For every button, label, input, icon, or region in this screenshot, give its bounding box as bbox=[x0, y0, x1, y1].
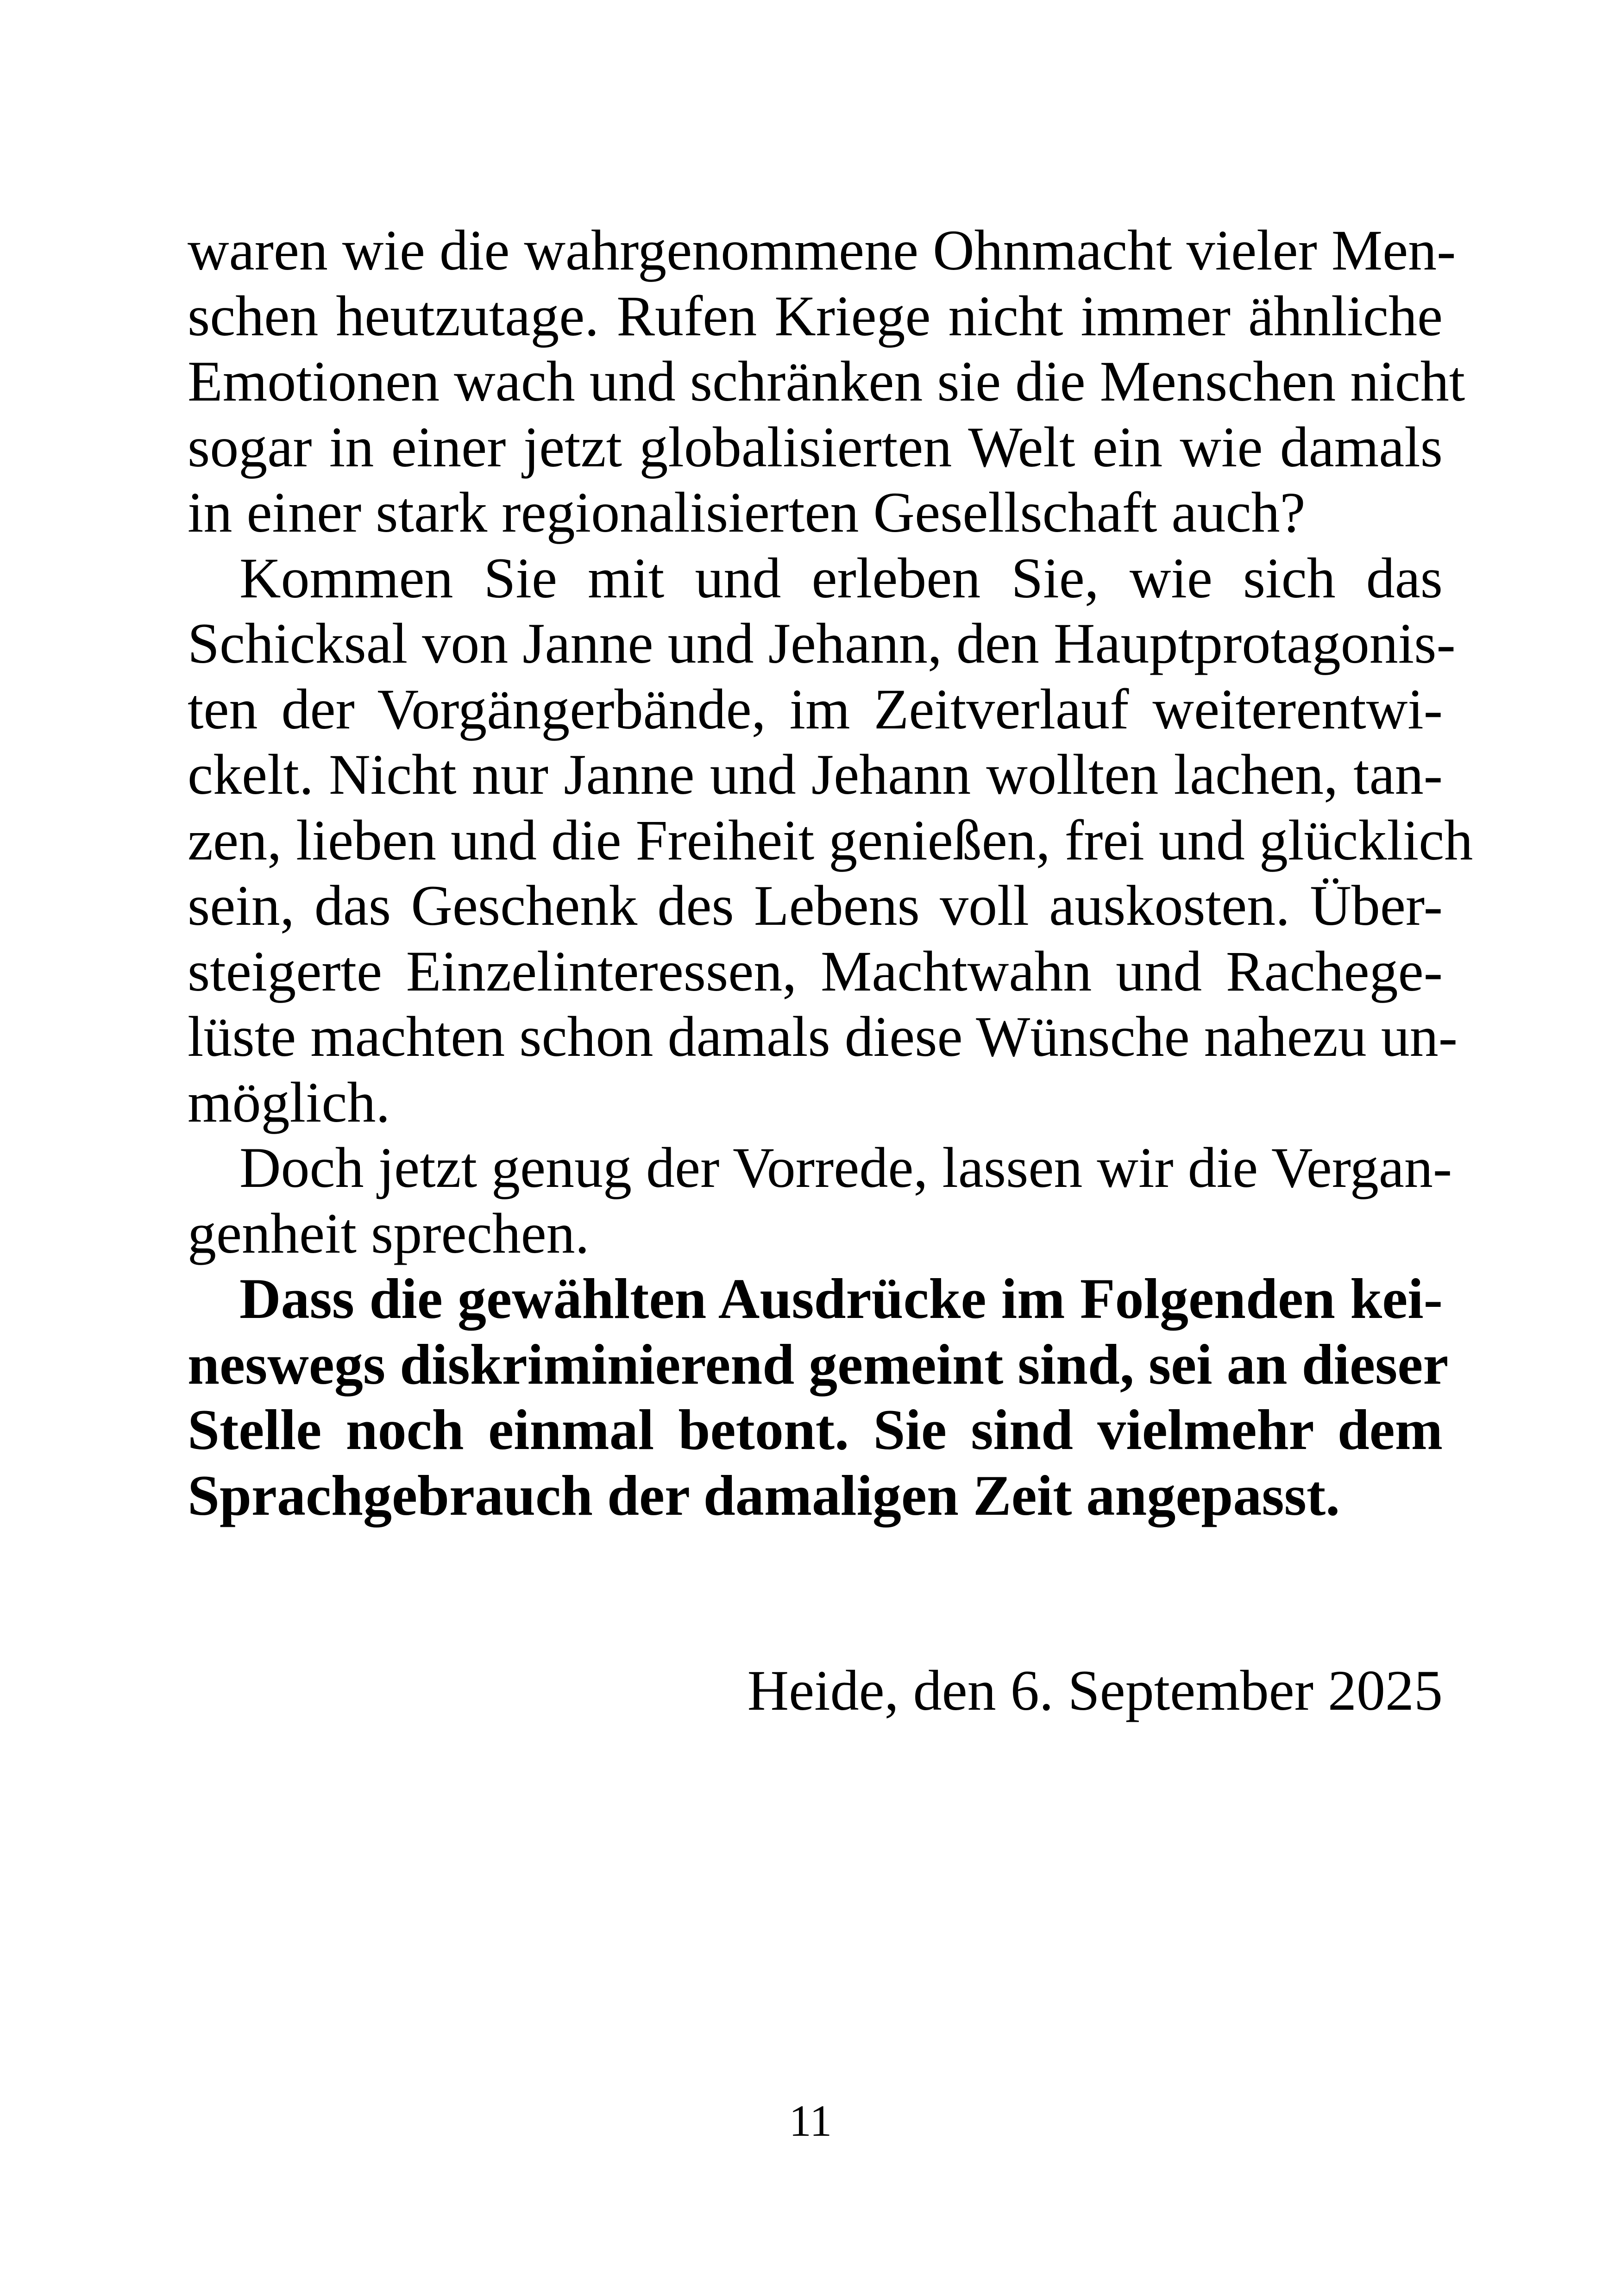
bold-text-line: neswegs diskriminierend gemeint sind, sei an dieser bbox=[188, 1332, 1449, 1396]
text-line: schen heutzutage. Rufen Kriege nicht immer ähnliche bbox=[188, 284, 1443, 348]
text-line: ckelt. Nicht nur Janne und Jehann wollten lachen, tan- bbox=[188, 743, 1443, 806]
text-line: in einer stark regionalisierten Gesellschaft auch? bbox=[188, 481, 1306, 544]
text-line: Schicksal von Janne und Jehann, den Hauptprotagonis- bbox=[188, 612, 1456, 675]
paragraph-start-line: Kommen Sie mit und erleben Sie, wie sich das bbox=[239, 546, 1443, 610]
bold-paragraph-start-line: Dass die gewählten Ausdrücke im Folgenden kei- bbox=[239, 1267, 1443, 1330]
text-line: waren wie die wahrgenommene Ohnmacht vieler Men- bbox=[188, 219, 1456, 282]
text-line: ten der Vorgängerbände, im Zeitverlauf weiterentwi- bbox=[188, 677, 1443, 741]
paragraph-start-line: Doch jetzt genug der Vorrede, lassen wir die Vergan- bbox=[239, 1136, 1452, 1199]
text-line: sein, das Geschenk des Lebens voll auskosten. Über- bbox=[188, 874, 1443, 937]
text-line: steigerte Einzelinteressen, Machtwahn und Rachege- bbox=[188, 939, 1443, 1003]
date-line: Heide, den 6. September 2025 bbox=[747, 1659, 1443, 1722]
text-line: Emotionen wach und schränken sie die Menschen nicht bbox=[188, 350, 1465, 413]
page-number: 11 bbox=[789, 2096, 832, 2145]
text-line: möglich. bbox=[188, 1070, 390, 1134]
bold-text-line: Stelle noch einmal betont. Sie sind vielmehr dem bbox=[188, 1398, 1443, 1462]
text-line: zen, lieben und die Freiheit genießen, frei und glücklich bbox=[188, 808, 1473, 872]
text-line: sogar in einer jetzt globalisierten Welt ein wie damals bbox=[188, 415, 1443, 479]
text-line: lüste machten schon damals diese Wünsche nahezu un- bbox=[188, 1005, 1458, 1068]
text-line: genheit sprechen. bbox=[188, 1201, 590, 1265]
body-text bbox=[188, 218, 1473, 1528]
bold-text-line: Sprachgebrauch der damaligen Zeit angepasst. bbox=[188, 1463, 1340, 1527]
